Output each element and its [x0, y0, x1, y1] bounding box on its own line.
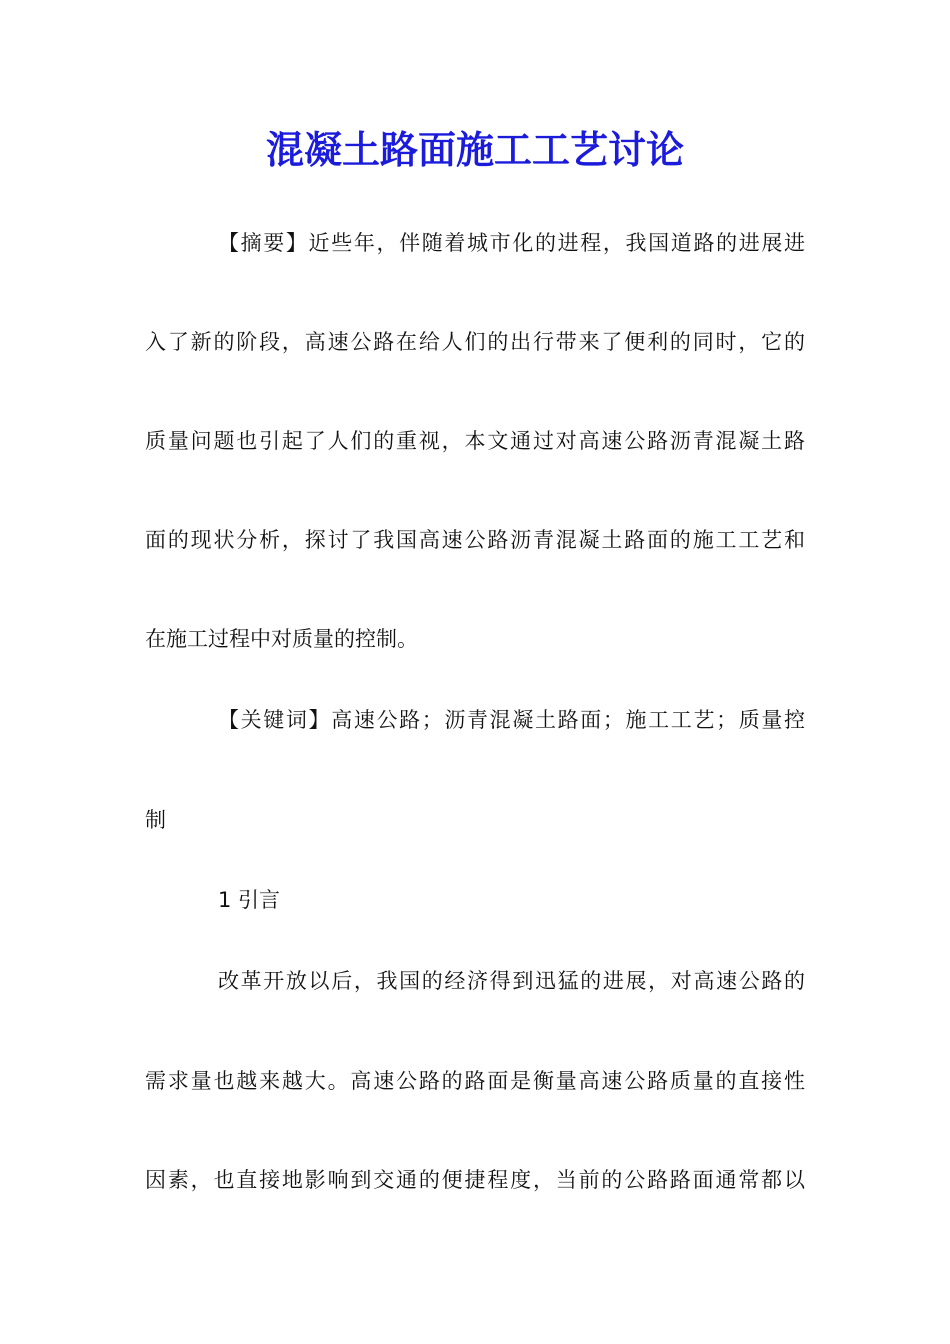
abstract-line-5: 在施工过程中对质量的控制。: [145, 627, 418, 651]
intro-line-2: 需求量也越来越大。高速公路的路面是衡量高速公路质量的直接性: [145, 1069, 805, 1093]
intro-line-1: 改革开放以后，我国的经济得到迅猛的进展，对高速公路的: [218, 969, 805, 993]
abstract-line-4: 面的现状分析，探讨了我国高速公路沥青混凝土路面的施工工艺和: [145, 528, 805, 552]
keywords-line-2: 制: [145, 808, 166, 832]
keywords-line-1: 【关键词】高速公路；沥青混凝土路面；施工工艺；质量控: [218, 708, 805, 732]
abstract-line-1: 【摘要】近些年，伴随着城市化的进程，我国道路的进展进: [218, 231, 805, 255]
abstract-line-3: 质量问题也引起了人们的重视，本文通过对高速公路沥青混凝土路: [145, 429, 805, 453]
section-heading-introduction: 1 引言: [218, 888, 281, 912]
intro-line-3: 因素，也直接地影响到交通的便捷程度，当前的公路路面通常都以: [145, 1168, 805, 1192]
document-title: 混凝土路面施工工艺讨论: [265, 127, 684, 172]
abstract-line-2: 入了新的阶段，高速公路在给人们的出行带来了便利的同时，它的: [145, 330, 805, 354]
